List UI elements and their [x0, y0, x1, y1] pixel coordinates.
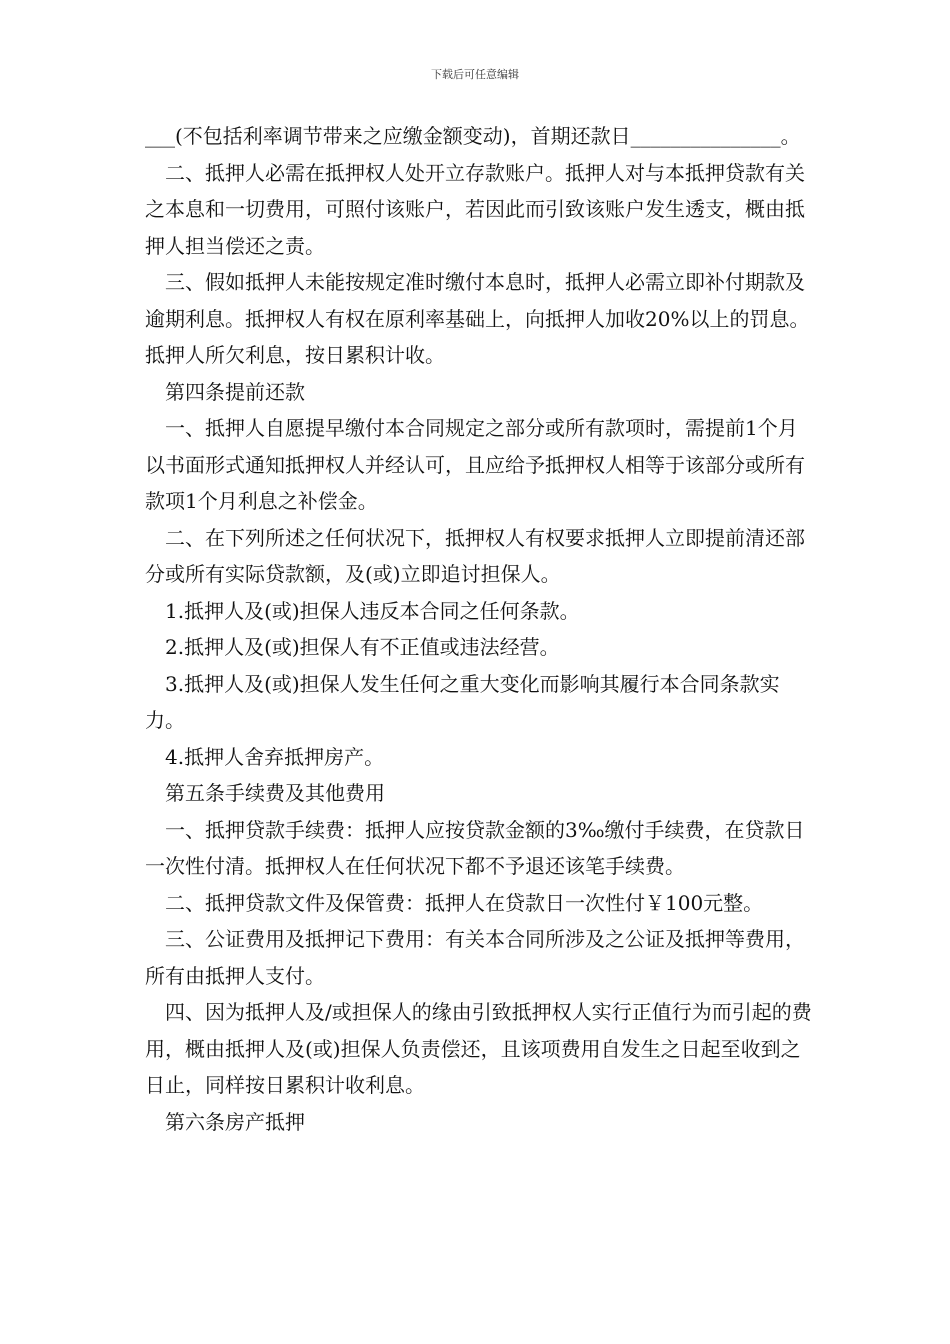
- list-item-4-2-3: 3.抵押人及(或)担保人发生任何之重大变化而影响其履行本合同条款实力。: [145, 671, 780, 732]
- section-heading-article-5: 第五条手续费及其他费用: [165, 781, 385, 805]
- paragraph-clause-3-3: 三、假如抵押人未能按规定准时缴付本息时，抵押人必需立即补付期款及逾期利息。抵押权人有权在原利率基础上，向抵押人加收20%以上的罚息。抵押人所欠利息，按日累积计收。: [145, 270, 810, 367]
- document-body: [145, 118, 815, 1140]
- section-heading-article-6: 第六条房产抵押: [165, 1109, 305, 1134]
- list-item-4-2-1: 1.抵押人及(或)担保人违反本合同之任何条款。: [165, 598, 580, 623]
- paragraph-clause-5-4: 四、因为抵押人及/或担保人的缘由引致抵押权人实行正值行为而引起的费用，概由抵押人及(或)担保人负责偿还，且该项费用自发生之日起至收到之日止，同样按日累积计收利息。: [145, 1000, 812, 1097]
- paragraph-clause-5-3: 三、公证费用及抵押记下费用：有关本合同所涉及之公证及抵押等费用，所有由抵押人支付。: [145, 927, 805, 988]
- list-item-4-2-4: 4.抵押人舍弃抵押房产。: [165, 744, 385, 769]
- paragraph-clause-5-2: 二、抵押贷款文件及保管费：抵押人在贷款日一次性付￥100元整。: [165, 890, 764, 915]
- paragraph-clause-4-2: 二、在下列所述之任何状况下，抵押权人有权要求抵押人立即提前清还部分或所有实际贷款额，及(或)立即追讨担保人。: [145, 525, 805, 586]
- paragraph-clause-4-1: 一、抵押人自愿提早缴付本合同规定之部分或所有款项时，需提前1个月以书面形式通知抵押权人并经认可，且应给予抵押权人相等于该部分或所有款项1个月利息之补偿金。: [145, 416, 805, 513]
- section-heading-article-4: 第四条提前还款: [165, 379, 305, 404]
- paragraph-clause-5-1: 一、抵押贷款手续费：抵押人应按贷款金额的3‰缴付手续费，在贷款日一次性付清。抵押权人在任何状况下都不予退还该笔手续费。: [145, 817, 805, 878]
- paragraph-clause-3-2: 二、抵押人必需在抵押权人处开立存款账户。抵押人对与本抵押贷款有关之本息和一切费用，可照付该账户，若因此而引致该账户发生透支，概由抵押人担当偿还之责。: [145, 160, 805, 258]
- page-header: 下载后可任意编辑: [431, 68, 519, 81]
- paragraph-payment-date: ___(不包括利率调节带来之应缴金额变动)，首期还款日_______________。: [145, 124, 801, 148]
- list-item-4-2-2: 2.抵押人及(或)担保人有不正值或违法经营。: [165, 635, 560, 659]
